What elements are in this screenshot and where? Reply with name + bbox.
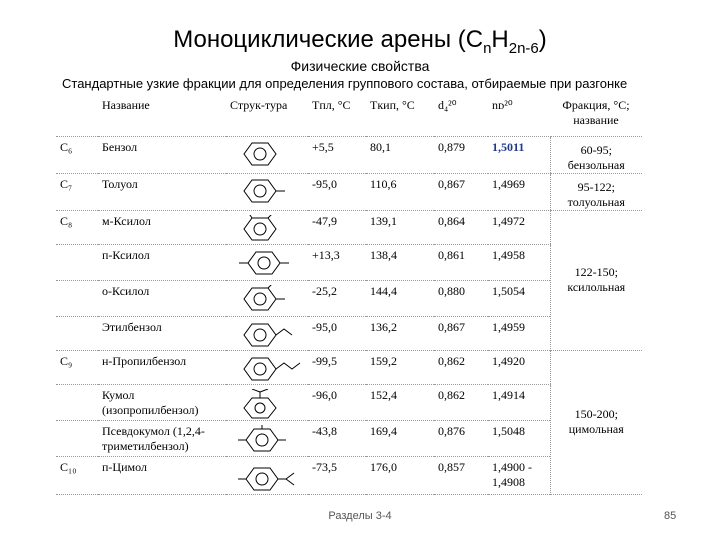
name-cell: п-Цимол (98, 456, 226, 494)
tmelt-cell: -95,0 (308, 173, 366, 210)
density-cell: 0,867 (434, 173, 488, 210)
name-cell: н-Пропилбензол (98, 350, 226, 384)
refractive-index-cell: 1,4959 (488, 316, 550, 350)
tboil-cell: 169,4 (366, 420, 434, 456)
benzene-structure-icon (238, 141, 282, 167)
density-cell: 0,864 (434, 210, 488, 244)
p-xylene-structure-icon (238, 249, 298, 277)
name-cell: м-Ксилол (98, 210, 226, 244)
group-cell (56, 384, 98, 420)
tmelt-cell: -43,8 (308, 420, 366, 456)
group-cell (56, 420, 98, 456)
density-cell: 0,862 (434, 350, 488, 384)
group-cell: C₆ (56, 136, 98, 173)
structure-cell (226, 316, 308, 350)
group-cell: C₈ (56, 210, 98, 244)
name-cell: Псевдокумол (1,2,4-триметилбензол) (98, 420, 226, 456)
header-group (56, 92, 98, 136)
density-cell: 0,861 (434, 244, 488, 280)
structure-cell (226, 420, 308, 456)
tmelt-cell: -73,5 (308, 456, 366, 494)
refractive-index-cell: 1,4969 (488, 173, 550, 210)
header-fraction: Фракция, °C; название (550, 92, 642, 136)
refractive-index-cell: 1,4958 (488, 244, 550, 280)
table-header-row (56, 92, 642, 136)
table-row (56, 136, 642, 173)
name-cell: о-Ксилол (98, 280, 226, 316)
header-name: Название (98, 92, 226, 136)
n-propylbenzene-structure-icon (238, 355, 304, 383)
table-row (56, 350, 642, 384)
refractive-index-cell: 1,4972 (488, 210, 550, 244)
structure-cell (226, 280, 308, 316)
tboil-cell: 136,2 (366, 316, 434, 350)
refractive-index-cell: 1,5048 (488, 420, 550, 456)
slide-subtitle: Физические свойства (290, 58, 430, 74)
page-number: 85 (664, 510, 677, 522)
group-cell (56, 316, 98, 350)
ethylbenzene-structure-icon (238, 321, 298, 349)
table-caption: Стандартные узкие фракции для определения группового состава, отбираемые при разгонке (62, 76, 628, 91)
header-tboil: Tкип, °C (366, 92, 434, 136)
fraction-cell: 60-95; бензольная (550, 136, 642, 173)
header-structure: Струк-тура (226, 92, 308, 136)
refractive-index-cell: 1,4900 - 1,4908 (488, 456, 550, 494)
table-row (56, 173, 642, 210)
group-cell: C₁₀ (56, 456, 98, 494)
tboil-cell: 152,4 (366, 384, 434, 420)
header-density: d₄²⁰ (434, 92, 488, 136)
structure-cell (226, 210, 308, 244)
group-cell: C₉ (56, 350, 98, 384)
structure-cell (226, 136, 308, 173)
structure-cell (226, 173, 308, 210)
header-refractive-index: nᴅ²⁰ (488, 92, 550, 136)
slide-title: Моноциклические арены $(C_nH_{2n-6})$ (173, 26, 547, 57)
density-cell: 0,876 (434, 420, 488, 456)
table-row (56, 210, 642, 244)
tboil-cell: 159,2 (366, 350, 434, 384)
density-cell: 0,879 (434, 136, 488, 173)
structure-cell (226, 350, 308, 384)
toluene-structure-icon (238, 178, 288, 204)
structure-cell (226, 244, 308, 280)
density-cell: 0,857 (434, 456, 488, 494)
density-cell: 0,862 (434, 384, 488, 420)
density-cell: 0,880 (434, 280, 488, 316)
name-cell: Этилбензол (98, 316, 226, 350)
group-cell (56, 244, 98, 280)
tboil-cell: 139,1 (366, 210, 434, 244)
tmelt-cell: -99,5 (308, 350, 366, 384)
name-cell: Толуол (98, 173, 226, 210)
tboil-cell: 144,4 (366, 280, 434, 316)
tboil-cell: 176,0 (366, 456, 434, 494)
refractive-index-cell: 1,5011 (488, 136, 550, 173)
header-tmelt: Tпл, °C (308, 92, 366, 136)
structure-cell (226, 456, 308, 494)
group-cell: C₇ (56, 173, 98, 210)
tmelt-cell: -25,2 (308, 280, 366, 316)
tmelt-cell: -47,9 (308, 210, 366, 244)
density-cell: 0,867 (434, 316, 488, 350)
tboil-cell: 80,1 (366, 136, 434, 173)
name-cell: Бензол (98, 136, 226, 173)
tmelt-cell: -95,0 (308, 316, 366, 350)
fraction-cell: 150-200; цимольная (550, 350, 642, 494)
cumene-structure-icon (238, 389, 282, 419)
tmelt-cell: -96,0 (308, 384, 366, 420)
properties-table (56, 92, 642, 495)
name-cell: п-Ксилол (98, 244, 226, 280)
tboil-cell: 138,4 (366, 244, 434, 280)
fraction-cell: 122-150; ксилольная (550, 210, 642, 350)
refractive-index-cell: 1,5054 (488, 280, 550, 316)
refractive-index-cell: 1,4914 (488, 384, 550, 420)
tmelt-cell: +13,3 (308, 244, 366, 280)
name-cell: Кумол (изопропилбензол) (98, 384, 226, 420)
p-cymene-structure-icon (238, 461, 300, 493)
refractive-index-cell: 1,4920 (488, 350, 550, 384)
tmelt-cell: +5,5 (308, 136, 366, 173)
group-cell (56, 280, 98, 316)
m-xylene-structure-icon (238, 215, 288, 243)
pseudocumene-structure-icon (238, 425, 290, 455)
tboil-cell: 110,6 (366, 173, 434, 210)
structure-cell (226, 384, 308, 420)
slide-footer: Разделы 3-4 (328, 510, 392, 522)
fraction-cell: 95-122; толуольная (550, 173, 642, 210)
o-xylene-structure-icon (238, 285, 288, 313)
